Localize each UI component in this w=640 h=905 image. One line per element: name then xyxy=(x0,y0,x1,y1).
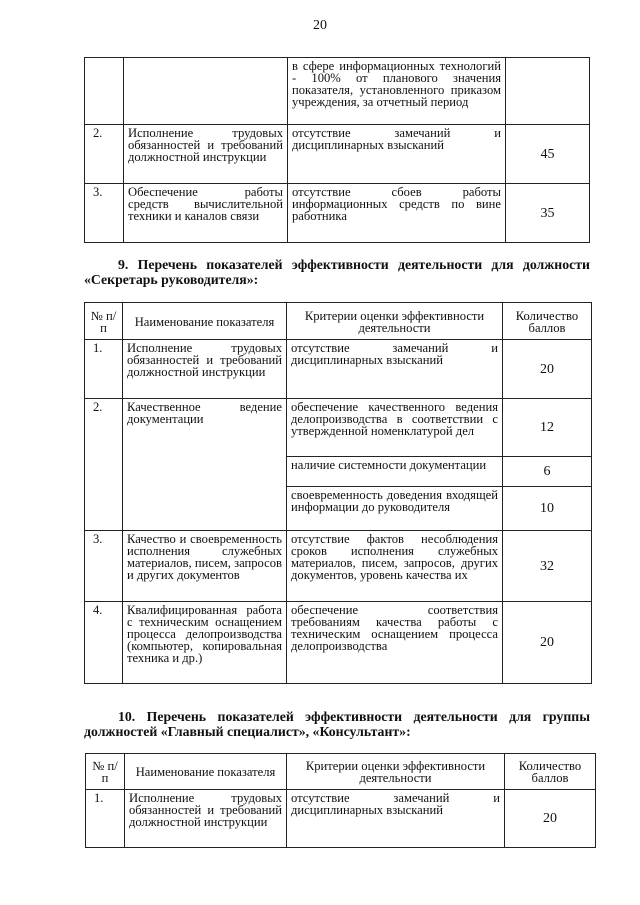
row-number: 2. xyxy=(85,125,124,184)
row-number: 1. xyxy=(86,790,125,848)
table-row xyxy=(85,184,590,243)
criteria-text: отсутствие сбоев работы информационных средств по вине работника xyxy=(288,184,506,243)
header-num: № п/п xyxy=(85,303,123,340)
indicator-name: Исполнение трудовых обязанностей и требований должностной инструкции xyxy=(123,340,287,399)
table-header-row xyxy=(85,303,592,340)
criteria-text: наличие системности документации xyxy=(287,457,503,487)
indicator-name xyxy=(124,58,288,125)
indicator-name: Качественное ведение документации xyxy=(123,399,287,531)
indicator-name: Исполнение трудовых обязанностей и требований должностной инструкции xyxy=(125,790,287,848)
table-row xyxy=(85,125,590,184)
table-header-row xyxy=(86,754,596,790)
points-value: 20 xyxy=(503,340,592,399)
criteria-text: отсутствие замечаний и дисциплинарных взысканий xyxy=(288,125,506,184)
section-10-table xyxy=(85,753,596,848)
header-criteria: Критерии оценки эффективности деятельности xyxy=(287,754,505,790)
points-value: 45 xyxy=(506,125,590,184)
row-number: 3. xyxy=(85,184,124,243)
points-value: 20 xyxy=(505,790,596,848)
section-10-heading: 10. Перечень показателей эффективности деятельности для группы должностей «Главный специалист», «Консультант»: xyxy=(84,709,590,739)
header-name: Наименование показателя xyxy=(123,303,287,340)
row-number: 3. xyxy=(85,531,123,602)
row-number: 1. xyxy=(85,340,123,399)
header-num: № п/п xyxy=(86,754,125,790)
criteria-text: отсутствие замечаний и дисциплинарных взысканий xyxy=(287,340,503,399)
header-points: Количество баллов xyxy=(503,303,592,340)
section-9-table xyxy=(84,302,592,684)
header-name: Наименование показателя xyxy=(125,754,287,790)
points-value: 20 xyxy=(503,602,592,684)
table-row xyxy=(85,399,592,457)
row-number: 4. xyxy=(85,602,123,684)
points-value xyxy=(506,58,590,125)
criteria-text: отсутствие фактов несоблюдения сроков исполнения служебных материалов, писем, запросов, других документов, уровень качества их xyxy=(287,531,503,602)
header-criteria: Критерии оценки эффективности деятельности xyxy=(287,303,503,340)
points-value: 10 xyxy=(503,487,592,531)
section-9-heading: 9. Перечень показателей эффективности деятельности для должности «Секретарь руководителя»: xyxy=(84,257,590,287)
points-value: 12 xyxy=(503,399,592,457)
table-row xyxy=(85,531,592,602)
points-value: 6 xyxy=(503,457,592,487)
table-row xyxy=(85,340,592,399)
header-points: Количество баллов xyxy=(505,754,596,790)
points-value: 35 xyxy=(506,184,590,243)
criteria-text: своевременность доведения входящей информации до руководителя xyxy=(287,487,503,531)
indicator-name: Обеспечение работы средств вычислительной техники и каналов связи xyxy=(124,184,288,243)
table-row xyxy=(86,790,596,848)
criteria-text: в сфере информационных технологий - 100% от планового значения показателя, установленного приказом учреждения, за отчетный период xyxy=(288,58,506,125)
criteria-text: обеспечение соответствия требованиям качества работы с техническим оснащением процесса делопроизводства xyxy=(287,602,503,684)
indicator-name: Квалифицированная работа с техническим оснащением процесса делопроизводства (компьютер, копировальная техника и др.) xyxy=(123,602,287,684)
criteria-text: отсутствие замечаний и дисциплинарных взысканий xyxy=(287,790,505,848)
row-number: 2. xyxy=(85,399,123,531)
row-number xyxy=(85,58,124,125)
indicator-name: Качество и своевременность исполнения служебных материалов, писем, запросов и других документов xyxy=(123,531,287,602)
table-row xyxy=(85,58,590,125)
table-row xyxy=(85,602,592,684)
indicator-name: Исполнение трудовых обязанностей и требований должностной инструкции xyxy=(124,125,288,184)
criteria-text: обеспечение качественного ведения делопроизводства в соответствии с утвержденной номенклатурой дел xyxy=(287,399,503,457)
points-value: 32 xyxy=(503,531,592,602)
table-continuation xyxy=(84,57,590,243)
page-number: 20 xyxy=(313,18,327,33)
